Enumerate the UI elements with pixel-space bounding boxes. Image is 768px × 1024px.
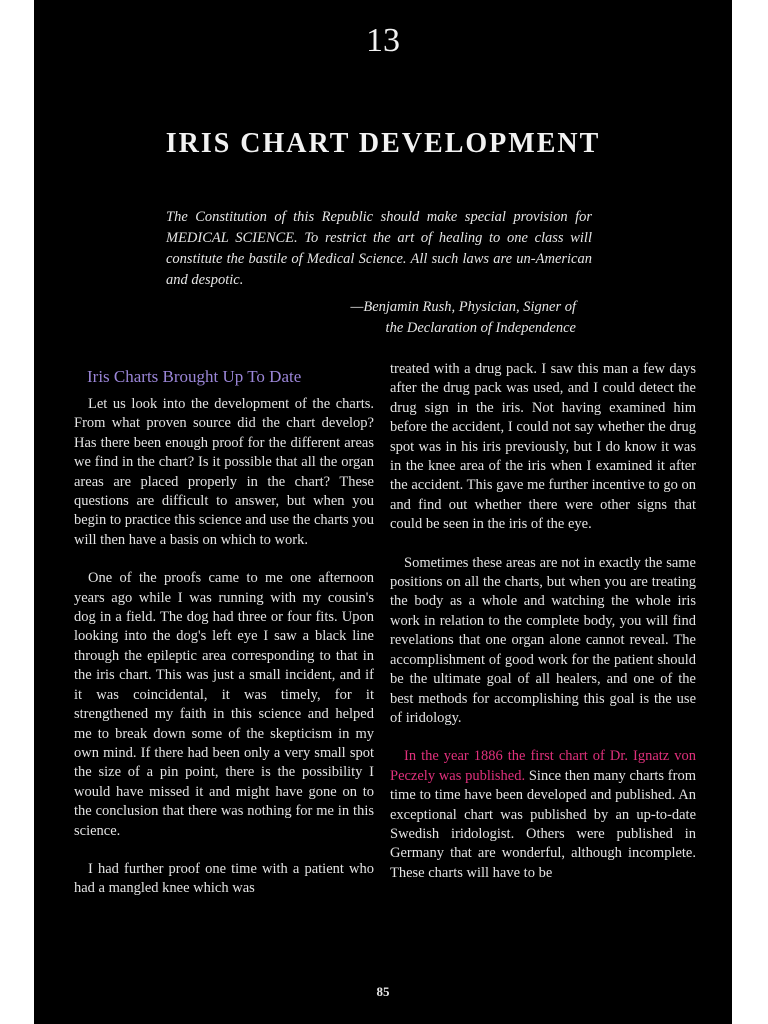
paragraph: One of the proofs came to me one afternoon years ago while I was running with my cousin's dog in a field. The dog had three or four fits. Upon looking into the dog's left eye I saw a black line through the epileptic area corresponding to that in the iris chart. This was just a small incident, and if it was coincidental, it was timely, for it strengthened my faith in this science and helped me to break down some of the skepticism in my own mind. If there had been only a very small spot the size of a pin point, there is the possibility I would have missed it and might have gone on to the conclusion that there was nothing for me in this science.	[74, 570, 374, 839]
right-column	[390, 360, 696, 902]
highlighted-text: In the year 1886 the first chart of Dr. Ignatz von Peczely was published.	[390, 748, 696, 784]
paragraph: Let us look into the development of the charts. From what proven source did the chart develop? Has there been enough proof for the different areas we find in the chart? Is it possible that all the organ areas are placed properly in the chart? These questions are difficult to answer, but when you begin to practice this science and use the charts you will then have a basis on which to work.	[74, 396, 374, 548]
attribution-line-2: the Declaration of Independence	[385, 320, 576, 336]
left-column	[74, 366, 374, 918]
attribution-line-1: —Benjamin Rush, Physician, Signer of	[350, 299, 576, 315]
chapter-number: 13	[366, 22, 400, 59]
epigraph-attribution	[166, 297, 576, 339]
epigraph-quote: The Constitution of this Republic should make special provision for MEDICAL SCIENCE. To restrict the art of healing to one class will constitute the bastile of Medical Science. All such laws are un-American and despotic.	[166, 209, 592, 288]
paragraph: I had further proof one time with a patient who had a mangled knee which was	[74, 860, 374, 897]
paragraph-text: Since then many charts from time to time have been developed and published. An exceptional chart was published by an up-to-date Swedish iridologist. Others were published in Germany that are wonderful, although incomplete. These charts will have to be	[390, 767, 696, 881]
paragraph: treated with a drug pack. I saw this man a few days after the drug pack was used, and I could detect the drug sign in the iris. Not having examined him before the accident, I could not say whether the drug spot was in his iris previously, but I do know it was in the knee area of the iris when I examined it after the accident. This gave me further incentive to go on and find out whether there were other signs that could be seen in the iris of the eye.	[390, 361, 696, 533]
page-number: 85	[376, 984, 390, 999]
book-page	[34, 0, 732, 1024]
chapter-title: IRIS CHART DEVELOPMENT	[165, 128, 601, 159]
epigraph	[166, 207, 592, 291]
paragraph	[390, 747, 696, 883]
section-heading: Iris Charts Brought Up To Date	[87, 367, 302, 386]
paragraph: Sometimes these areas are not in exactly the same positions on all the charts, but when you are treating the body as a whole and watching the whole iris work in relation to the complete body, you will find revelations that one organ alone cannot reveal. The accomplishment of good work for the patient should be the ultimate goal of all healers, and one of the best methods for accomplishing this goal is the use of iridology.	[390, 554, 696, 726]
